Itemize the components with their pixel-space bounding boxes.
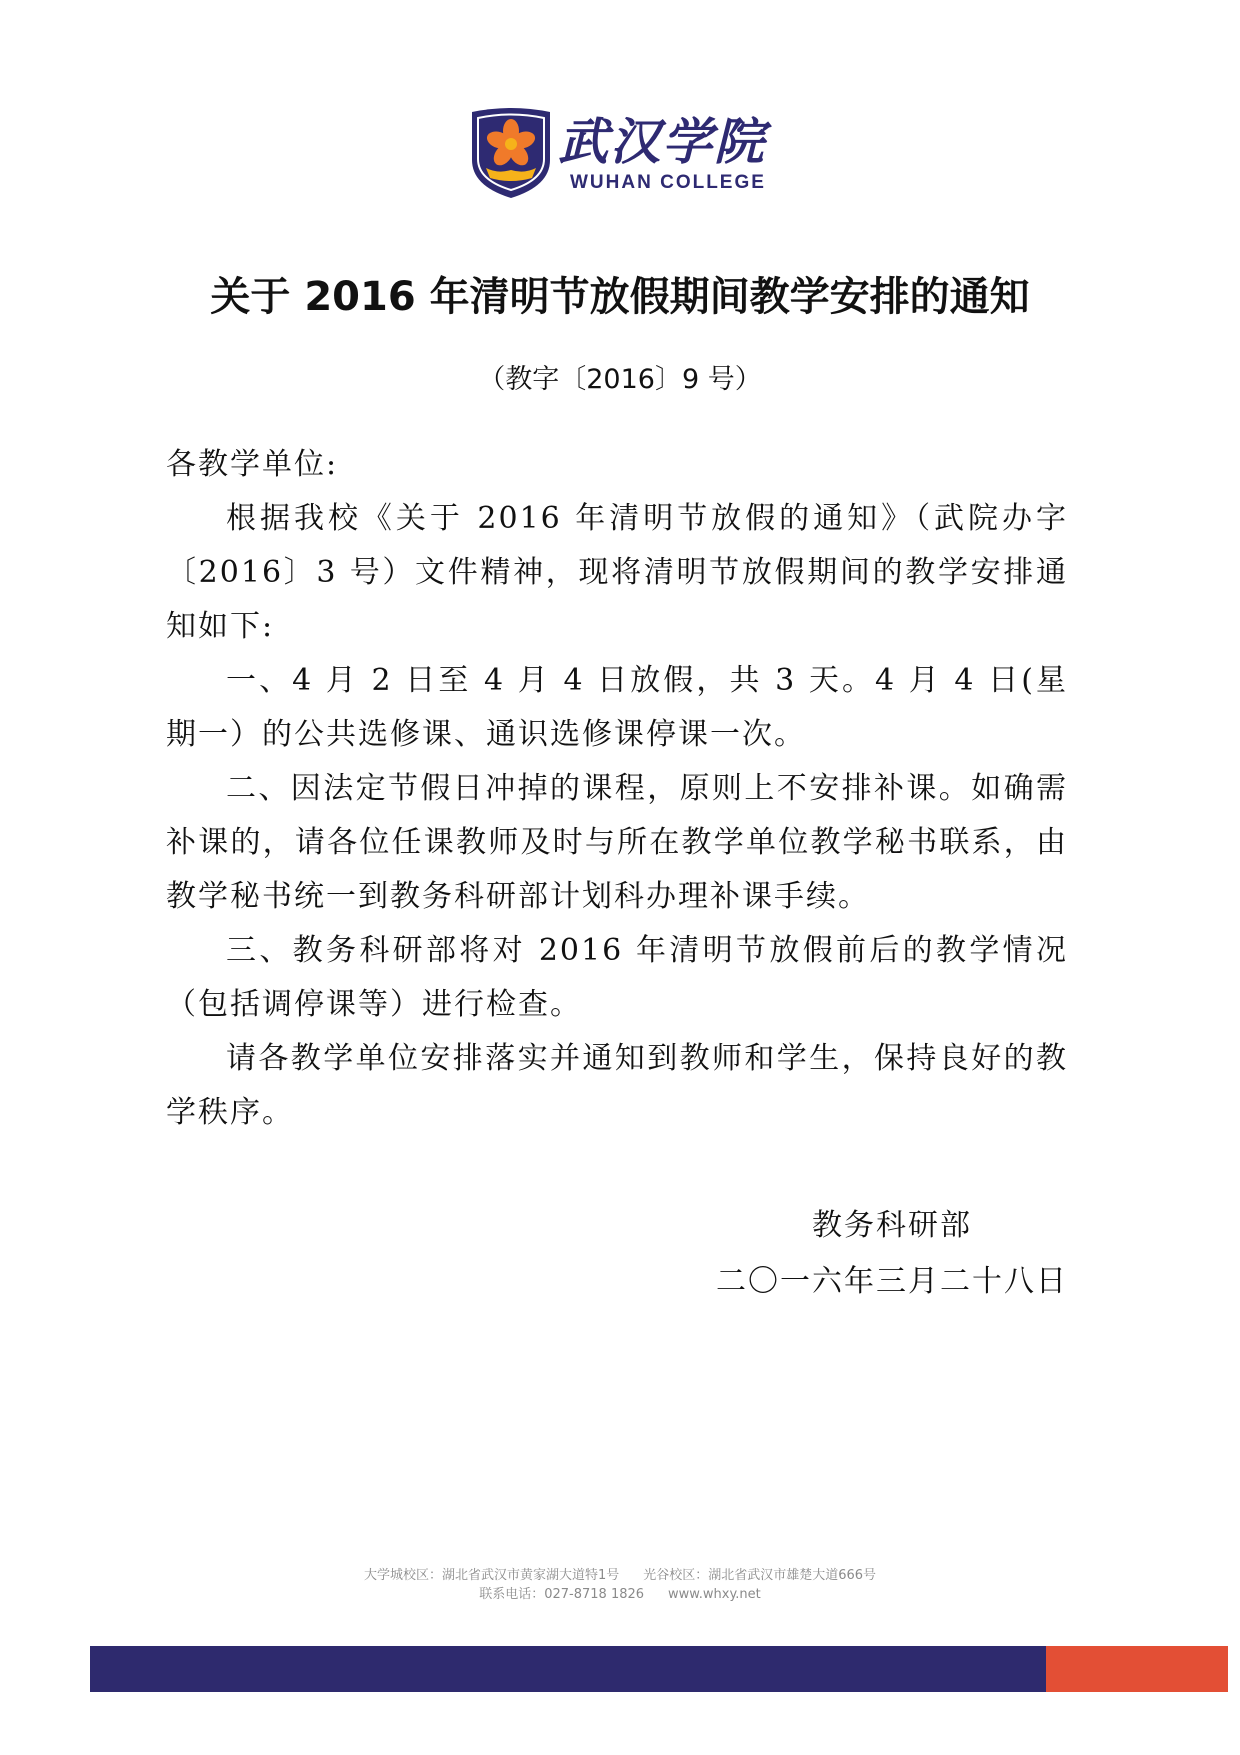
paragraph-item-one: 一、4 月 2 日至 4 月 4 日放假，共 3 天。4 月 4 日(星期一）的公共选修课、通识选修课停课一次。 bbox=[166, 663, 1068, 752]
footer-phone: 联系电话：027-8718 1826 bbox=[479, 1587, 645, 1602]
footer-address-line bbox=[0, 1566, 1240, 1585]
document-number: （教字〔2016〕9 号） bbox=[478, 364, 762, 395]
paragraph-item-three: 三、教务科研部将对 2016 年清明节放假前后的教学情况（包括调停课等）进行检查。 bbox=[166, 933, 1068, 1022]
notice-title: 关于 2016 年清明节放假期间教学安排的通知 bbox=[210, 274, 1030, 320]
footer-bar-red bbox=[1046, 1646, 1228, 1692]
logo-english-name: WUHAN COLLEGE bbox=[570, 172, 766, 193]
paragraph-closing: 请各教学单位安排落实并通知到教师和学生，保持良好的教学秩序。 bbox=[166, 1041, 1068, 1130]
paragraph-item-two: 二、因法定节假日冲掉的课程，原则上不安排补课。如确需补课的，请各位任课教师及时与所在教学单位教学秘书联系，由教学秘书统一到教务科研部计划科办理补课手续。 bbox=[166, 771, 1068, 914]
footer-contact-line bbox=[0, 1585, 1240, 1604]
college-emblem-icon bbox=[466, 104, 556, 200]
signature-block bbox=[716, 1198, 1068, 1310]
paragraph-intro: 根据我校《关于 2016 年清明节放假的通知》（武院办字〔2016〕3 号）文件精神，现将清明节放假期间的教学安排通知如下: bbox=[166, 501, 1068, 644]
footer-campus-university-city: 大学城校区：湖北省武汉市黄家湖大道特1号 bbox=[363, 1568, 620, 1583]
footer-website: www.whxy.net bbox=[668, 1587, 761, 1602]
signature-date: 二〇一六年三月二十八日 bbox=[716, 1264, 1068, 1299]
college-logo bbox=[466, 104, 786, 200]
notice-body bbox=[166, 438, 1068, 1140]
footer-contact bbox=[0, 1566, 1240, 1604]
salutation: 各教学单位: bbox=[166, 447, 339, 482]
logo-chinese-name: 武汉学院 bbox=[558, 113, 766, 171]
footer-bar-navy bbox=[90, 1646, 1046, 1692]
footer-campus-optics-valley: 光谷校区：湖北省武汉市雄楚大道666号 bbox=[643, 1568, 877, 1583]
signature-department: 教务科研部 bbox=[812, 1208, 972, 1243]
